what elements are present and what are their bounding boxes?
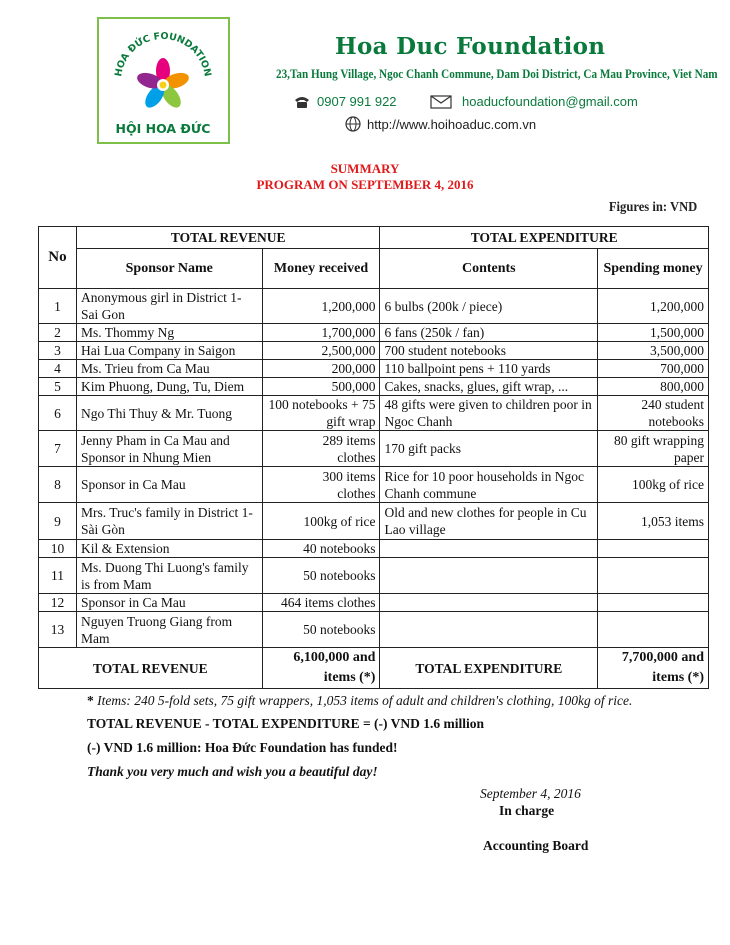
phone-number: 0907 991 922 [317, 94, 397, 109]
summary-table [38, 226, 709, 689]
website-row [345, 116, 536, 132]
row-spending [598, 540, 709, 558]
row-contents [380, 540, 598, 558]
row-sponsor: Ms. Duong Thi Luong's family is from Mam [76, 558, 262, 594]
row-received: 500,000 [262, 378, 380, 396]
row-sponsor: Anonymous girl in District 1-Sai Gon [76, 289, 262, 324]
row-sponsor: Sponsor in Ca Mau [76, 594, 262, 612]
row-contents: 110 ballpoint pens + 110 yards [380, 360, 598, 378]
row-no: 10 [39, 540, 77, 558]
table-row [39, 503, 709, 540]
row-no: 3 [39, 342, 77, 360]
row-received: 100 notebooks + 75 gift wrap [262, 396, 380, 431]
logo-arc-text: HOA ĐỨC FOUNDATION [113, 30, 213, 78]
header-total-expenditure: TOTAL EXPENDITURE [380, 227, 709, 249]
mail-icon [430, 95, 452, 109]
email-row [430, 94, 638, 109]
row-contents [380, 612, 598, 648]
row-spending: 3,500,000 [598, 342, 709, 360]
row-received: 1,700,000 [262, 324, 380, 342]
table-row [39, 396, 709, 431]
row-sponsor: Jenny Pham in Ca Mau and Sponsor in Nhung Mien [76, 431, 262, 467]
row-no: 4 [39, 360, 77, 378]
row-received: 40 notebooks [262, 540, 380, 558]
row-spending: 700,000 [598, 360, 709, 378]
header-contents: Contents [380, 249, 598, 289]
row-no: 9 [39, 503, 77, 540]
total-revenue-value: 6,100,000 and items (*) [262, 648, 380, 689]
row-no: 11 [39, 558, 77, 594]
row-no: 8 [39, 467, 77, 503]
row-no: 7 [39, 431, 77, 467]
thank-you-message: Thank you very much and wish you a beautiful day! [87, 764, 378, 779]
row-contents [380, 594, 598, 612]
header-total-revenue: TOTAL REVENUE [76, 227, 380, 249]
email-address: hoaducfoundation@gmail.com [462, 94, 638, 109]
row-received: 50 notebooks [262, 558, 380, 594]
row-spending: 1,200,000 [598, 289, 709, 324]
row-sponsor: Mrs. Truc's family in District 1-Sài Gòn [76, 503, 262, 540]
table-row [39, 324, 709, 342]
header-no: No [39, 227, 77, 289]
row-sponsor: Ngo Thi Thuy & Mr. Tuong [76, 396, 262, 431]
row-no: 12 [39, 594, 77, 612]
row-sponsor: Kil & Extension [76, 540, 262, 558]
total-expenditure-label: TOTAL EXPENDITURE [380, 648, 598, 689]
row-no: 2 [39, 324, 77, 342]
row-contents: 48 gifts were given to children poor in Ngoc Chanh [380, 396, 598, 431]
row-contents: Cakes, snacks, glues, gift wrap, ... [380, 378, 598, 396]
row-sponsor: Hai Lua Company in Saigon [76, 342, 262, 360]
row-contents [380, 558, 598, 594]
header-sponsor-name: Sponsor Name [76, 249, 262, 289]
header-money-received: Money received [262, 249, 380, 289]
row-received: 1,200,000 [262, 289, 380, 324]
phone-icon [293, 95, 311, 109]
summary-title: SUMMARY [330, 161, 400, 176]
header-spending-money: Spending money [598, 249, 709, 289]
table-row [39, 378, 709, 396]
row-received: 289 items clothes [262, 431, 380, 467]
row-spending: 1,053 items [598, 503, 709, 540]
row-no: 13 [39, 612, 77, 648]
totals-row [39, 648, 709, 689]
items-note [87, 693, 632, 709]
row-no: 6 [39, 396, 77, 431]
lotus-logo-icon [99, 19, 228, 142]
note-asterisk: * [87, 693, 94, 708]
row-spending [598, 612, 709, 648]
table-row [39, 467, 709, 503]
org-name: Hoa Duc Foundation [335, 33, 606, 60]
row-no: 1 [39, 289, 77, 324]
table-row [39, 289, 709, 324]
website-url: http://www.hoihoaduc.com.vn [367, 116, 537, 132]
row-contents: 6 bulbs (200k / piece) [380, 289, 598, 324]
row-spending [598, 558, 709, 594]
row-spending: 1,500,000 [598, 324, 709, 342]
signature-date: September 4, 2016 [480, 786, 581, 801]
total-revenue-label: TOTAL REVENUE [39, 648, 263, 689]
row-sponsor: Sponsor in Ca Mau [76, 467, 262, 503]
note-text: Items: 240 5-fold sets, 75 gift wrappers, 1,053 items of adult and children's clothing, 100kg of rice. [93, 693, 633, 708]
row-sponsor: Nguyen Truong Giang from Mam [76, 612, 262, 648]
row-spending: 240 student notebooks [598, 396, 709, 431]
program-title: PROGRAM ON SEPTEMBER 4, 2016 [256, 177, 474, 192]
row-contents: 6 fans (250k / fan) [380, 324, 598, 342]
total-expenditure-value: 7,700,000 and items (*) [598, 648, 709, 689]
row-received: 464 items clothes [262, 594, 380, 612]
funded-statement: (-) VND 1.6 million: Hoa Đức Foundation has funded! [87, 740, 398, 755]
table-row [39, 594, 709, 612]
signature-accounting-board: Accounting Board [483, 838, 589, 853]
row-spending: 100kg of rice [598, 467, 709, 503]
row-spending: 800,000 [598, 378, 709, 396]
row-contents: 700 student notebooks [380, 342, 598, 360]
table-row [39, 431, 709, 467]
table-row [39, 612, 709, 648]
revenue-expenditure-difference: TOTAL REVENUE - TOTAL EXPENDITURE = (-) VND 1.6 million [87, 716, 485, 731]
table-row [39, 558, 709, 594]
globe-icon [345, 116, 361, 132]
table-row [39, 360, 709, 378]
phone-row [293, 94, 397, 109]
table-row [39, 342, 709, 360]
row-received: 300 items clothes [262, 467, 380, 503]
row-received: 2,500,000 [262, 342, 380, 360]
row-received: 200,000 [262, 360, 380, 378]
row-received: 100kg of rice [262, 503, 380, 540]
row-received: 50 notebooks [262, 612, 380, 648]
org-address: 23,Tan Hung Village, Ngoc Chanh Commune, Dam Doi District, Ca Mau Province, Viet Nam [276, 66, 718, 81]
row-spending: 80 gift wrapping paper [598, 431, 709, 467]
logo-bottom-text: HỘI HOA ĐỨC [115, 121, 211, 136]
row-contents: Old and new clothes for people in Cu Lao village [380, 503, 598, 540]
signature-in-charge: In charge [499, 803, 555, 818]
row-sponsor: Ms. Trieu from Ca Mau [76, 360, 262, 378]
table-row [39, 540, 709, 558]
foundation-logo [97, 17, 230, 144]
row-contents: 170 gift packs [380, 431, 598, 467]
row-no: 5 [39, 378, 77, 396]
figures-unit: Figures in: VND [608, 200, 697, 215]
row-contents: Rice for 10 poor households in Ngoc Chanh commune [380, 467, 598, 503]
row-spending [598, 594, 709, 612]
row-sponsor: Kim Phuong, Dung, Tu, Diem [76, 378, 262, 396]
row-sponsor: Ms. Thommy Ng [76, 324, 262, 342]
